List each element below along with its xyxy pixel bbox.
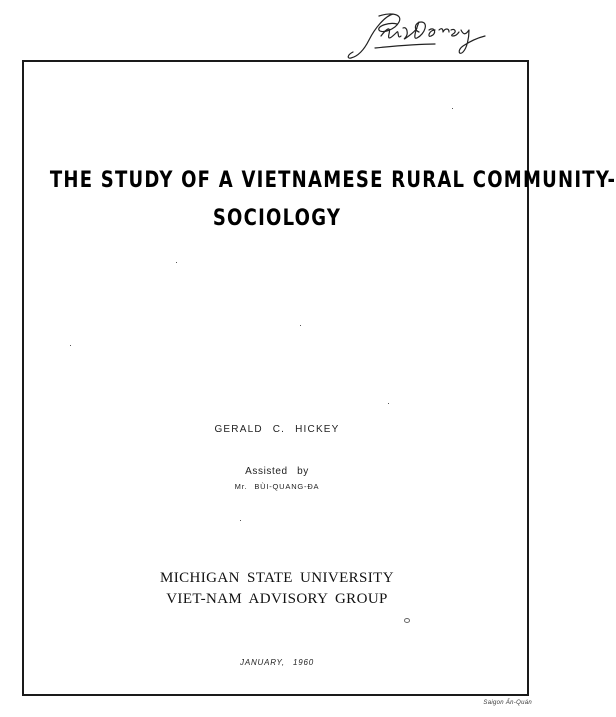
scan-speck [176,262,177,263]
handwritten-signature [345,8,495,64]
scan-speck [240,520,241,521]
assisted-by-label: Assisted by [245,466,309,477]
scan-speck [300,325,301,326]
author-name: GERALD C. HICKEY [214,424,340,435]
scan-speck [70,345,71,346]
scan-speck [404,618,410,623]
institution-line-1: MICHIGAN STATE UNIVERSITY [160,570,394,586]
scan-speck [452,108,453,109]
document-title-line-1: THE STUDY OF A VIETNAMESE RURAL COMMUNITY- [49,168,616,193]
assistant-name: Mr. BÙI-QUANG-ĐA [234,482,320,491]
printer-imprint: Saigon Ấn-Quán [483,700,532,706]
scan-speck [388,403,389,404]
institution-line-2: VIET-NAM ADVISORY GROUP [166,591,388,607]
document-title-line-2: SOCIOLOGY [212,206,342,231]
publication-date: JANUARY, 1960 [240,658,314,667]
